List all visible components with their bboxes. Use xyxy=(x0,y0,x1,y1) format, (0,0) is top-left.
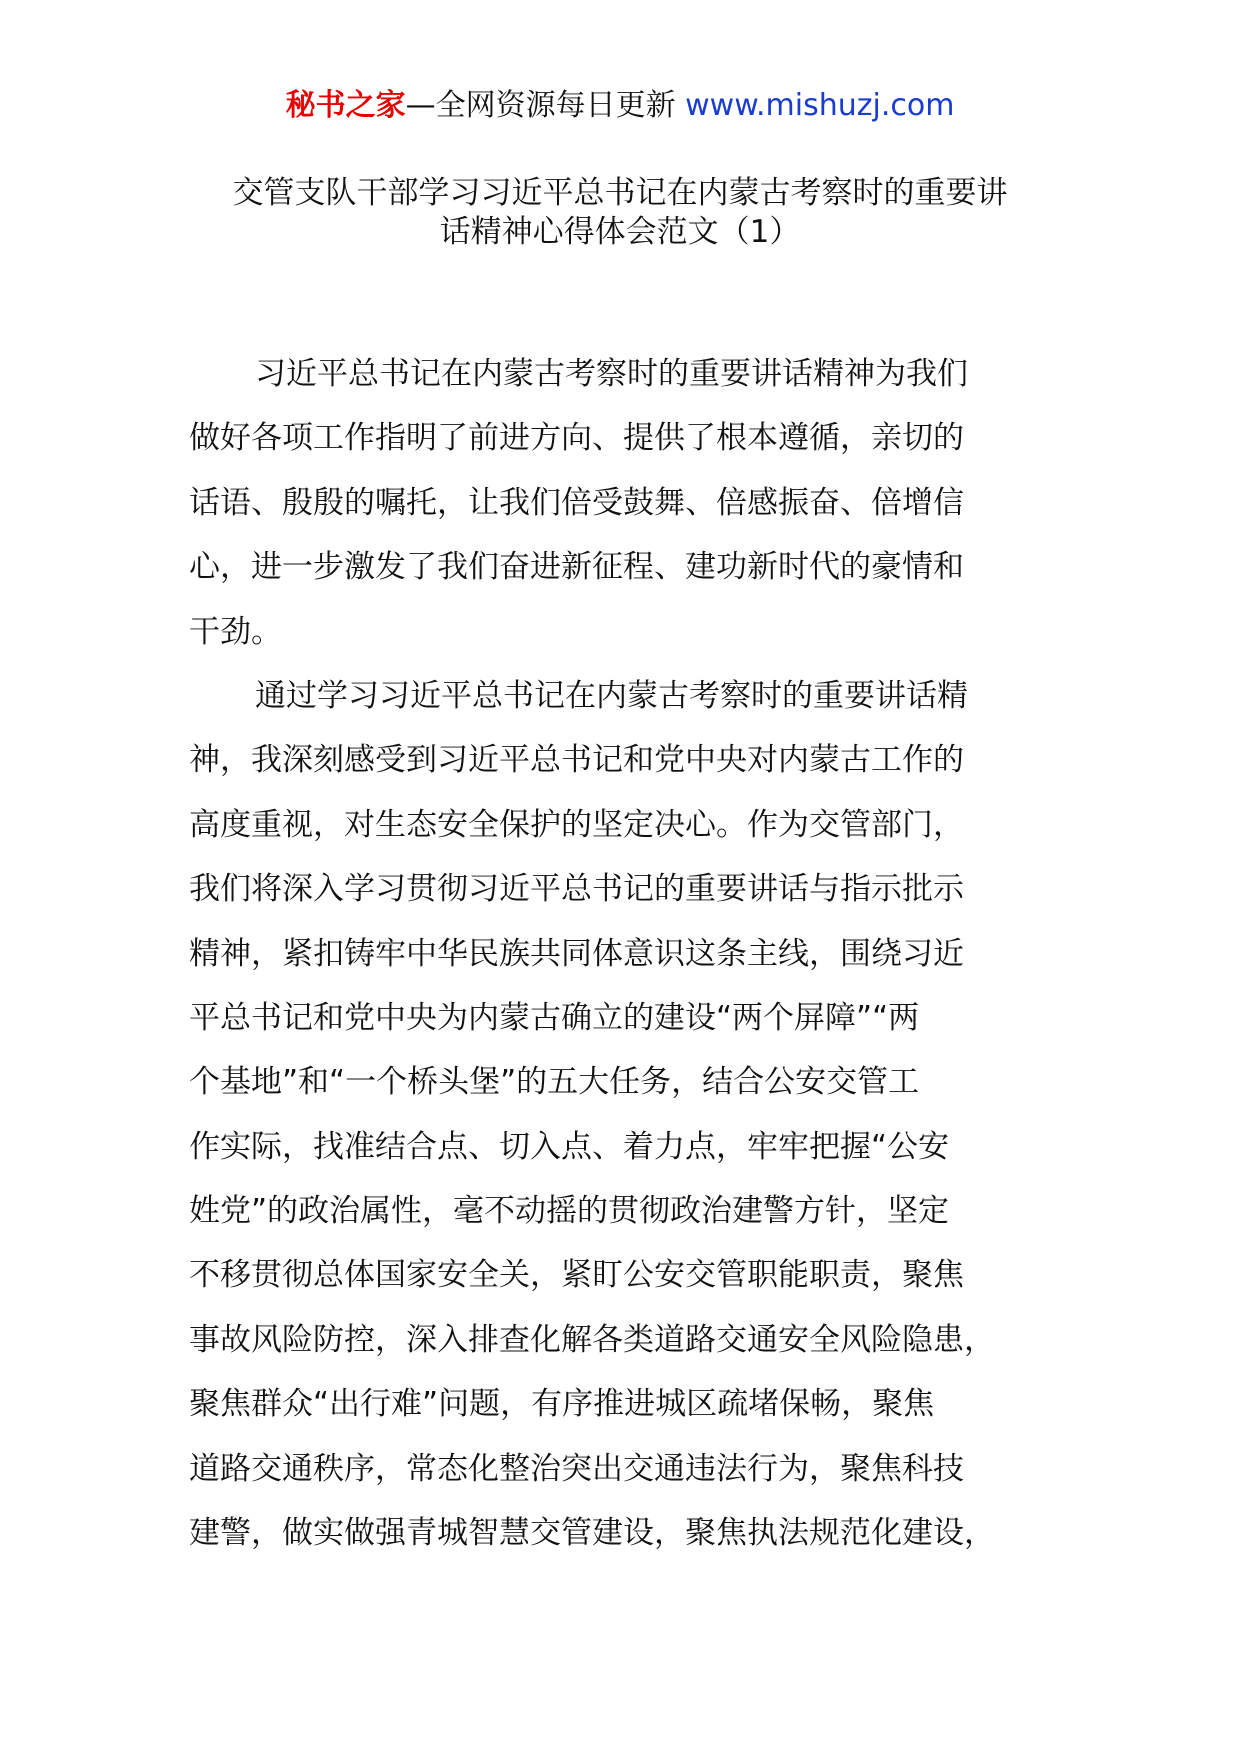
body-line: 聚焦群众“出行难”问题，有序推进城区疏堵保畅，聚焦 xyxy=(189,1386,935,1423)
document-body xyxy=(189,342,1059,1565)
body-line: 通过学习习近平总书记在内蒙古考察时的重要讲话精 xyxy=(255,677,968,714)
body-line: 作实际，找准结合点、切入点、着力点，牢牢把握“公安 xyxy=(189,1128,950,1165)
body-line: 话语、殷殷的嘱托，让我们倍受鼓舞、倍感振奋、倍增信 xyxy=(189,484,964,521)
body-line: 我们将深入学习贯彻习近平总书记的重要讲话与指示批示 xyxy=(189,871,964,908)
body-line: 道路交通秩序，常态化整治突出交通违法行为，聚焦科技 xyxy=(189,1450,964,1487)
body-line: 不移贯彻总体国家安全关，紧盯公安交管职能职责，聚焦 xyxy=(189,1257,964,1294)
body-line: 事故风险防控，深入排查化解各类道路交通安全风险隐患， xyxy=(189,1321,995,1358)
body-line: 做好各项工作指明了前进方向、提供了根本遵循，亲切的 xyxy=(189,420,964,457)
body-line: 高度重视，对生态安全保护的坚定决心。作为交管部门， xyxy=(189,806,964,843)
body-line: 个基地”和“一个桥头堡”的五大任务，结合公安交管工 xyxy=(189,1064,920,1101)
body-line: 习近平总书记在内蒙古考察时的重要讲话精神为我们 xyxy=(255,356,968,392)
header-slogan: —全网资源每日更新 xyxy=(405,88,686,123)
site-header xyxy=(0,86,1240,126)
body-line: 平总书记和党中央为内蒙古确立的建设“两个屏障”“两 xyxy=(189,999,920,1036)
title-line: 交管支队干部学习习近平总书记在内蒙古考察时的重要讲 xyxy=(232,175,1008,211)
title-line: 话精神心得体会范文（1） xyxy=(439,214,801,250)
body-line: 神，我深刻感受到习近平总书记和党中央对内蒙古工作的 xyxy=(189,742,964,779)
brand-name: 秘书之家 xyxy=(285,88,406,123)
site-url-link[interactable]: www.mishuzj.com xyxy=(685,88,955,123)
document-title xyxy=(180,174,1060,252)
body-line: 建警，做实做强青城智慧交管建设，聚焦执法规范化建设， xyxy=(189,1515,995,1552)
body-line: 姓党”的政治属性，毫不动摇的贯彻政治建警方针，坚定 xyxy=(189,1193,950,1230)
body-line: 精神，紧扣铸牢中华民族共同体意识这条主线，围绕习近 xyxy=(189,935,964,972)
body-line: 心，进一步激发了我们奋进新征程、建功新时代的豪情和 xyxy=(189,549,964,586)
body-line: 干劲。 xyxy=(189,613,282,650)
